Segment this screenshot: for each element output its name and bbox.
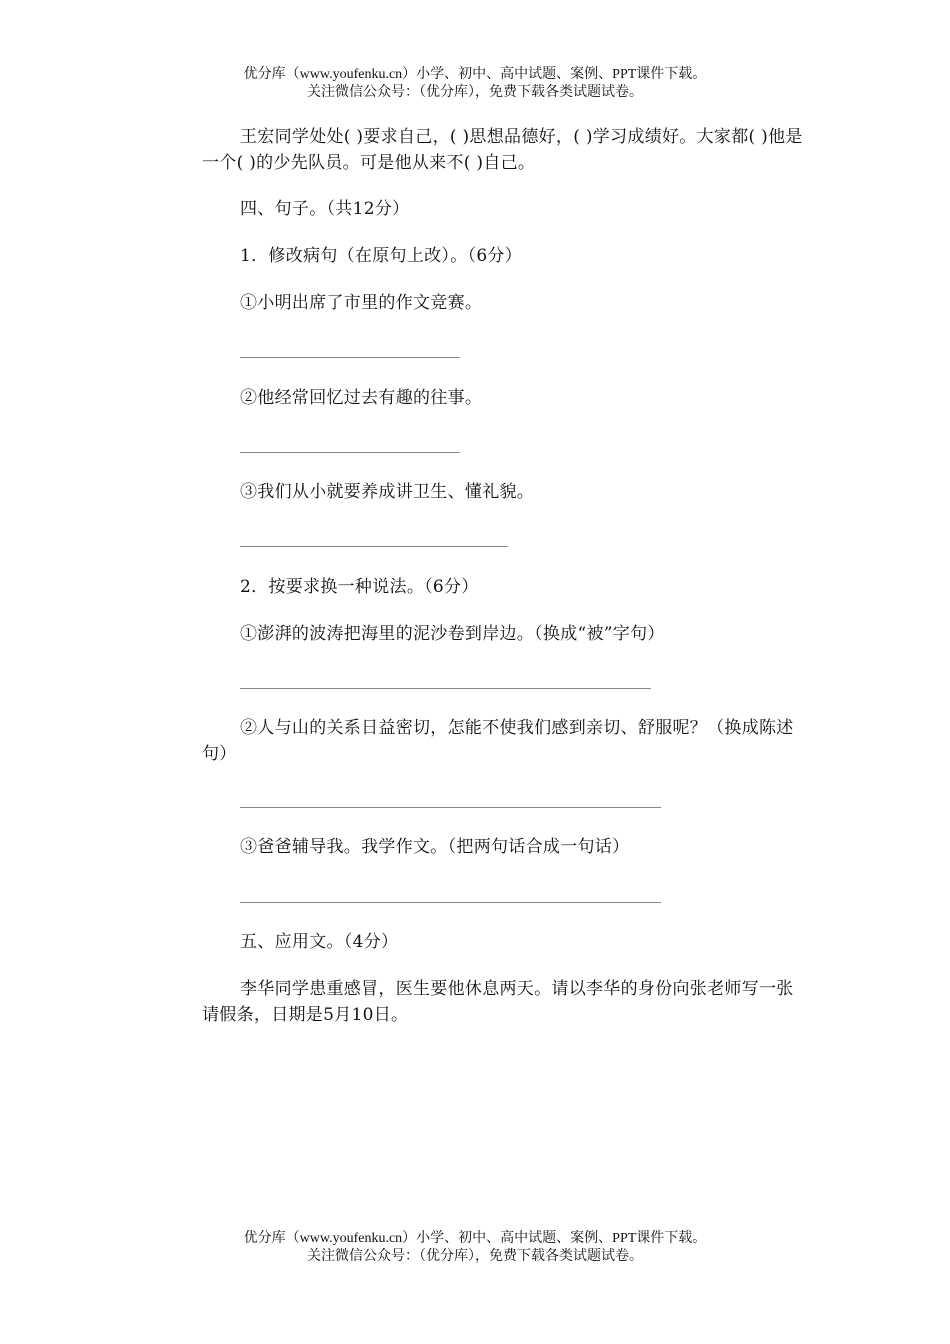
header-line-2: 关注微信公众号：（优分库），免费下载各类试题试卷。: [307, 85, 643, 100]
question-2-item-3: ③爸爸辅导我。我学作文。（把两句话合成一句话）: [240, 837, 630, 857]
page-footer: [0, 1230, 950, 1266]
answer-line-2: [240, 452, 460, 453]
page-header: [0, 66, 950, 102]
fill-in-paragraph: 王宏同学处处( )要求自己，( )思想品德好，( )学习成绩好。大家都( )他是一个( )的少先队员。可是他从来不( )自己。: [202, 127, 803, 173]
question-2-item-1: ①澎湃的波涛把海里的泥沙卷到岸边。（换成“被”字句）: [240, 624, 665, 644]
answer-line-1: [240, 357, 460, 358]
question-1-title: 1．修改病句（在原句上改）。（6分）: [240, 246, 523, 266]
answer-line-5: [240, 807, 661, 808]
footer-line-2: 关注微信公众号：（优分库），免费下载各类试题试卷。: [307, 1249, 643, 1264]
footer-line-1: 优分库（www.youfenku.cn）小学、初中、高中试题、案例、PPT课件下载。: [243, 1231, 707, 1246]
question-2-title: 2．按要求换一种说法。（6分）: [240, 577, 479, 597]
section-5-title: 五、应用文。（4分）: [240, 932, 399, 952]
question-2-item-2: ②人与山的关系日益密切，怎能不使我们感到亲切、舒服呢？（换成陈述句）: [202, 718, 794, 764]
question-1-item-1: ①小明出席了市里的作文竞赛。: [240, 293, 483, 313]
answer-line-6: [240, 902, 661, 903]
question-1-item-3: ③我们从小就要养成讲卫生、懂礼貌。: [240, 482, 535, 502]
answer-line-3: [240, 546, 508, 547]
question-1-item-2: ②他经常回忆过去有趣的往事。: [240, 388, 483, 408]
section-4-title: 四、句子。（共12分）: [240, 199, 410, 219]
header-line-1: 优分库（www.youfenku.cn）小学、初中、高中试题、案例、PPT课件下载。: [243, 67, 707, 82]
section-5-text: 李华同学患重感冒，医生要他休息两天。请以李华的身份向张老师写一张请假条，日期是5月10日。: [202, 979, 794, 1025]
answer-line-4: [240, 688, 651, 689]
